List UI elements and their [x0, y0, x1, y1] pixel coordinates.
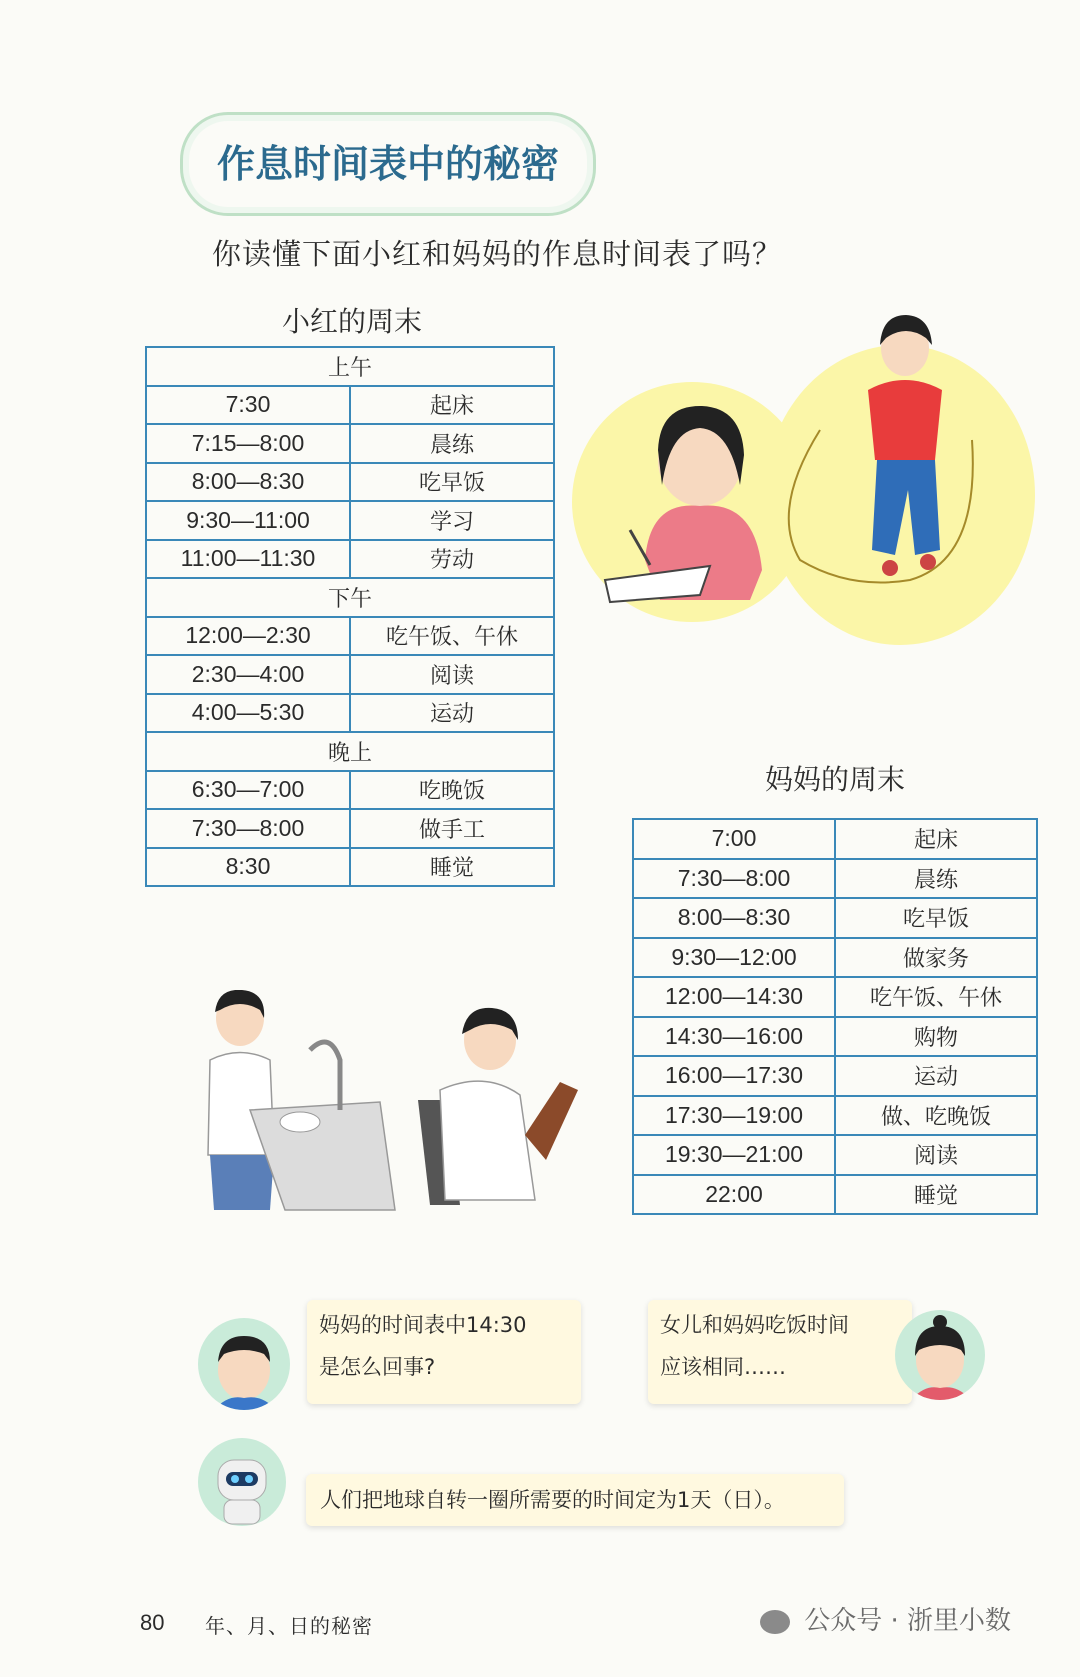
table-row — [146, 771, 554, 810]
robot-speech-bubble — [306, 1474, 844, 1526]
activity-cell: 做、吃晚饭 — [835, 1096, 1037, 1136]
girl-speech-bubble — [648, 1300, 912, 1404]
period-label: 晚上 — [146, 732, 554, 771]
activity-cell: 晨练 — [835, 859, 1037, 899]
time-cell: 11:00—11:30 — [146, 540, 350, 579]
time-cell: 14:30—16:00 — [633, 1017, 835, 1057]
time-cell: 7:30—8:00 — [633, 859, 835, 899]
activity-cell: 购物 — [835, 1017, 1037, 1057]
activity-cell: 睡觉 — [350, 848, 554, 887]
time-cell: 12:00—14:30 — [633, 977, 835, 1017]
activity-cell: 起床 — [350, 386, 554, 425]
time-cell: 4:00—5:30 — [146, 694, 350, 733]
activity-cell: 吃早饭 — [835, 898, 1037, 938]
table-row — [146, 501, 554, 540]
time-cell: 7:30 — [146, 386, 350, 425]
activity-cell: 阅读 — [350, 655, 554, 694]
bubble-line: 女儿和妈妈吃饭时间 — [660, 1313, 849, 1337]
activity-cell: 劳动 — [350, 540, 554, 579]
activity-cell: 运动 — [835, 1056, 1037, 1096]
activity-cell: 吃早饭 — [350, 463, 554, 502]
boy-speech-bubble — [307, 1300, 581, 1404]
activity-cell: 吃午饭、午休 — [835, 977, 1037, 1017]
period-row-afternoon — [146, 578, 554, 617]
watermark — [760, 1600, 1011, 1637]
bubble-text: 人们把地球自转一圈所需要的时间定为1天（日）。 — [320, 1488, 785, 1512]
bubble-line: 应该相同…… — [660, 1355, 786, 1379]
time-cell: 7:30—8:00 — [146, 809, 350, 848]
table-row — [633, 1135, 1037, 1175]
activity-cell: 吃晚饭 — [350, 771, 554, 810]
time-cell: 8:00—8:30 — [633, 898, 835, 938]
time-cell: 6:30—7:00 — [146, 771, 350, 810]
table-row — [146, 694, 554, 733]
activity-cell: 睡觉 — [835, 1175, 1037, 1215]
table-row — [633, 977, 1037, 1017]
time-cell: 7:00 — [633, 819, 835, 859]
activity-cell: 学习 — [350, 501, 554, 540]
mom-schedule-table — [632, 818, 1038, 1215]
time-cell: 9:30—11:00 — [146, 501, 350, 540]
girl-avatar — [895, 1310, 985, 1400]
table-row — [633, 938, 1037, 978]
chapter-title: 年、月、日的秘密 — [205, 1614, 373, 1638]
bubble-line: 是怎么回事? — [319, 1355, 436, 1379]
mom-caption: 妈妈的周末 — [765, 763, 906, 796]
time-cell: 8:00—8:30 — [146, 463, 350, 502]
time-cell: 19:30—21:00 — [633, 1135, 835, 1175]
time-cell: 2:30—4:00 — [146, 655, 350, 694]
activity-cell: 晨练 — [350, 424, 554, 463]
table-row — [633, 859, 1037, 899]
page-title: 作息时间表中的秘密 — [216, 142, 559, 186]
robot-avatar — [198, 1438, 286, 1526]
table-row — [633, 898, 1037, 938]
watermark-text: 公众号 · 浙里小数 — [804, 1606, 1012, 1636]
activity-cell: 做手工 — [350, 809, 554, 848]
table-row — [633, 1017, 1037, 1057]
period-label: 上午 — [146, 347, 554, 386]
xiaohong-caption: 小红的周末 — [282, 305, 423, 338]
girl-illustration — [590, 310, 1030, 650]
title-pill — [180, 112, 596, 216]
table-row — [146, 809, 554, 848]
table-row — [146, 463, 554, 502]
time-cell: 12:00—2:30 — [146, 617, 350, 656]
wechat-icon — [760, 1610, 790, 1634]
xiaohong-schedule-table — [145, 346, 555, 887]
time-cell: 16:00—17:30 — [633, 1056, 835, 1096]
time-cell: 8:30 — [146, 848, 350, 887]
period-label: 下午 — [146, 578, 554, 617]
period-row-morning — [146, 347, 554, 386]
question-text: 你读懂下面小红和妈妈的作息时间表了吗？ — [212, 237, 783, 271]
table-row — [146, 386, 554, 425]
table-row — [633, 1096, 1037, 1136]
time-cell: 17:30—19:00 — [633, 1096, 835, 1136]
period-row-evening — [146, 732, 554, 771]
table-row — [633, 1056, 1037, 1096]
time-cell: 9:30—12:00 — [633, 938, 835, 978]
activity-cell: 做家务 — [835, 938, 1037, 978]
table-row — [633, 819, 1037, 859]
page-number: 80 — [140, 1610, 165, 1635]
table-row — [633, 1175, 1037, 1215]
table-row — [146, 655, 554, 694]
mom-illustration — [190, 990, 600, 1220]
bubble-line: 妈妈的时间表中14:30 — [319, 1313, 527, 1337]
activity-cell: 运动 — [350, 694, 554, 733]
boy-avatar — [198, 1318, 290, 1410]
activity-cell: 阅读 — [835, 1135, 1037, 1175]
table-row — [146, 424, 554, 463]
table-row — [146, 617, 554, 656]
activity-cell: 起床 — [835, 819, 1037, 859]
time-cell: 22:00 — [633, 1175, 835, 1215]
activity-cell: 吃午饭、午休 — [350, 617, 554, 656]
table-row — [146, 540, 554, 579]
time-cell: 7:15—8:00 — [146, 424, 350, 463]
table-row — [146, 848, 554, 887]
